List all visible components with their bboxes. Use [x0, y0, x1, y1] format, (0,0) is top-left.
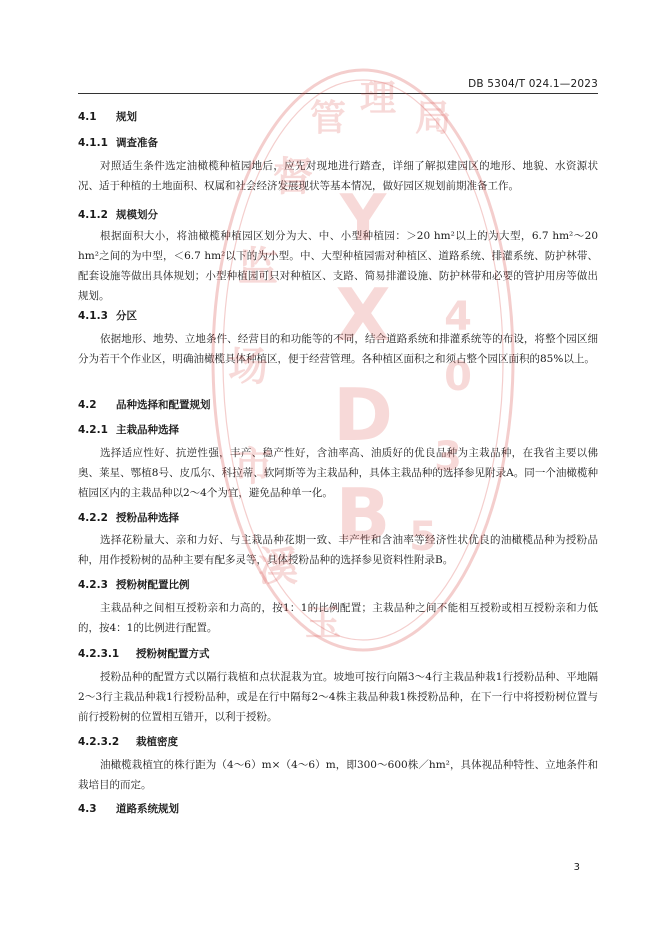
section-title: 主栽品种选择: [116, 424, 179, 436]
section-number: 4.1.1: [78, 137, 108, 149]
paragraph-4-2-1: 选择适应性好、抗逆性强，丰产、稳产性好，含油率高、油质好的优良品种为主栽品种，在我省主要以佛奥、莱星、鄂植8号、皮瓜尔、科拉蒂、软阿斯等为主栽品种，具体主栽品种的选择参见附录A。同一个油橄榄种植园区内的主栽品种以2～4个为宜，避免品种单一化。: [78, 447, 598, 499]
section-heading-4-1: [78, 109, 137, 124]
svg-text:B: B: [335, 473, 391, 557]
svg-text:督: 督: [273, 154, 313, 200]
paragraph-4-1-1: 对照适生条件选定油橄榄种植园地后，应先对现地进行踏查，详细了解拟建园区的地形、地貌、水资源状况、适于种植的土地面积、权属和社会经济发展现状等基本情况，做好园区规划前期准备工作。: [78, 160, 598, 192]
section-number: 4.1.2: [78, 209, 108, 221]
page-number: 3: [573, 862, 580, 873]
svg-text:理: 理: [359, 78, 397, 119]
svg-text:玉: 玉: [304, 603, 342, 644]
svg-text:管: 管: [309, 98, 347, 139]
svg-text:4: 4: [444, 294, 472, 340]
section-number: 4.2: [78, 399, 97, 411]
section-heading-4-2-3-1: [78, 646, 210, 661]
svg-text:监: 监: [238, 244, 278, 290]
section-number: 4.2.3.2: [78, 736, 120, 748]
section-heading-4-1-2: [78, 207, 158, 222]
svg-text:5: 5: [409, 514, 437, 560]
svg-text:3: 3: [434, 434, 462, 480]
paragraph-4-2-3-1: 授粉品种的配置方式以隔行栽植和点状混栽为宜。坡地可按行向隔3～4行主栽品种栽1行授粉品种、平地隔2～3行主栽品种栽1行授粉品种，或是在行中隔每2～4株主栽品种栽1株授粉品种，在下一行中将授粉树位置与前行授粉树的位置相互错开，以利于授粉。: [78, 671, 598, 723]
section-title: 授粉品种选择: [116, 512, 179, 524]
paragraph-4-2-3-2: 油橄榄栽植宜的株行距为（4～6）m×（4～6）m，即300～600株／hm²，具体视品种特性、立地条件和栽培目的而定。: [78, 759, 598, 791]
section-number: 4.2.2: [78, 512, 108, 524]
section-number: 4.3: [78, 803, 97, 815]
section-heading-4-1-3: [78, 308, 137, 323]
section-number: 4.1.3: [78, 310, 108, 322]
svg-text:0: 0: [444, 354, 472, 400]
paragraph-4-1-3: 依据地形、地势、立地条件、经营目的和功能等的不同，结合道路系统和排灌系统等的布设，将整个园区细分为若干个作业区，明确油橄榄具体种植区，便于经营管理。各种植区面积之和须占整个园区面积的85%以上。: [78, 333, 598, 365]
svg-text:X: X: [335, 273, 391, 357]
section-title: 调查准备: [116, 137, 158, 149]
section-number: 4.2.1: [78, 424, 108, 436]
section-title: 分区: [116, 310, 137, 322]
svg-text:场: 场: [228, 344, 268, 390]
section-title: 道路系统规划: [116, 803, 179, 815]
section-number: 4.1: [78, 111, 97, 123]
svg-text:D: D: [333, 373, 393, 457]
paragraph-4-2-2: 选择花粉量大、亲和力好、与主栽品种花期一致、丰产性和含油率等经济性状优良的油橄榄品种为授粉品种，用作授粉树的品种主要有配多灵等，具体授粉品种的选择参见资料性附录B。: [78, 534, 598, 566]
paragraph-4-1-2: 根据面积大小，将油橄榄种植园区划分为大、中、小型种植园：＞20 hm²以上的为大型，6.7 hm²～20 hm²之间的为中型，＜6.7 hm²以下的为小型。中、大型种植园需对种植区、道路系统、排灌系统、防护林带、配套设施等做出具体规划；小型种植园可只对种植区、支路、简易排灌设施、防护林带和必要的管护用房等做出规划。: [78, 230, 598, 302]
paragraph-4-2-3: 主栽品种之间相互授粉亲和力高的，按1：1的比例配置；主栽品种之间不能相互授粉或相互授粉亲和力低的，按4：1的比例进行配置。: [78, 602, 598, 634]
section-heading-4-2-1: [78, 422, 179, 437]
section-heading-4-2-3-2: [78, 734, 178, 749]
document-header: DB 5304/T 024.1—2023: [468, 78, 598, 90]
svg-text:Y: Y: [339, 182, 387, 256]
header-rule: [78, 93, 598, 94]
svg-text:溪: 溪: [258, 544, 298, 590]
section-heading-4-1-1: [78, 135, 158, 150]
section-title: 规划: [116, 111, 137, 123]
section-heading-4-2: [78, 397, 211, 412]
section-heading-4-2-3: [78, 577, 190, 592]
svg-text:市: 市: [233, 444, 273, 490]
section-title: 规模划分: [116, 209, 158, 221]
section-number: 4.2.3.1: [78, 648, 120, 660]
section-heading-4-3: [78, 801, 179, 816]
section-heading-4-2-2: [78, 510, 179, 525]
section-number: 4.2.3: [78, 579, 108, 591]
section-title: 栽植密度: [136, 736, 178, 748]
section-title: 授粉树配置比例: [116, 579, 190, 591]
svg-text:局: 局: [414, 98, 452, 139]
section-title: 品种选择和配置规划: [116, 399, 211, 411]
section-title: 授粉树配置方式: [136, 648, 210, 660]
